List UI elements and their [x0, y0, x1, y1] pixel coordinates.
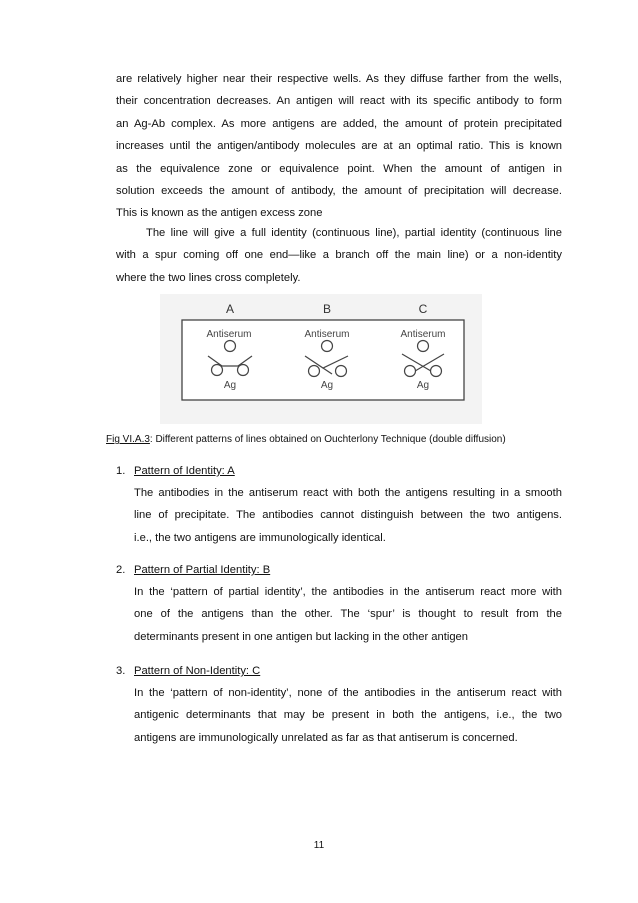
- text-line: The line will give a full identity (continuous line), partial identity (continuous line: [146, 227, 562, 239]
- list-item-body: [134, 482, 562, 549]
- antigen-well: [431, 366, 442, 377]
- list-item: [116, 559, 562, 648]
- text-line: The antibodies in the antiserum react with both the antigens resulting in a smooth: [134, 487, 562, 499]
- text-line: antigenic determinants that may be present in both the antigens, i.e., the two: [134, 709, 562, 722]
- page-number: 11: [313, 840, 325, 851]
- text-line: determinants present in one antigen but lacking in the other antigen: [134, 630, 468, 643]
- antigen-well: [405, 366, 416, 377]
- list-title: Pattern of Identity: A: [134, 465, 235, 477]
- text-line: increases until the antigen/antibody molecules are at an optimal ratio. This is known: [116, 140, 562, 153]
- text-line: an Ag-Ab complex. As more antigens are added, the amount of protein precipitated: [116, 117, 562, 130]
- antiserum-label: Antiserum: [206, 329, 252, 340]
- list-item-heading: [116, 559, 562, 581]
- list-number: 2.: [116, 564, 126, 576]
- antiserum-label: Antiserum: [400, 329, 446, 340]
- list-number: 3.: [116, 665, 126, 677]
- ag-label: Ag: [320, 380, 334, 391]
- paragraph-1: [116, 68, 562, 225]
- text-line: are relatively higher near their respective wells. As they diffuse farther from the wells,: [116, 73, 562, 85]
- text-line: In the ‘pattern of partial identity’, the antibodies in the antiserum react more with: [134, 586, 562, 598]
- panel-letter-c: C: [418, 302, 428, 316]
- list-item: [116, 460, 562, 549]
- antiserum-well: [322, 341, 333, 352]
- list-item-heading: [116, 660, 562, 682]
- list-item: [116, 660, 562, 749]
- ag-label: Ag: [223, 380, 237, 391]
- ag-label: Ag: [416, 380, 430, 391]
- list-item-body: [134, 682, 562, 749]
- antigen-well: [212, 365, 223, 376]
- antiserum-well: [225, 341, 236, 352]
- list-title: Pattern of Non-Identity: C: [134, 665, 261, 677]
- list-number: 1.: [116, 465, 126, 477]
- text-line: solution exceeds the amount of antibody, the amount of precipitation will decrease.: [116, 184, 562, 197]
- caption-label: Fig VI.A.3: [106, 434, 150, 445]
- text-line: This is known as the antigen excess zone: [116, 207, 323, 220]
- text-line: one of the antigens than the other. The ‘spur’ is thought to result from the: [134, 608, 562, 621]
- list-item-heading: [116, 460, 562, 482]
- text-line: i.e., the two antigens are immunologically identical.: [134, 531, 386, 544]
- panel-letter-b: B: [322, 302, 332, 316]
- antigen-well: [238, 365, 249, 376]
- antigen-well: [309, 366, 320, 377]
- text-line: with a spur coming off one end—like a branch off the main line) or a non-identity: [116, 249, 562, 262]
- caption-text: : Different patterns of lines obtained on Ouchterlony Technique (double diffusion): [149, 434, 506, 445]
- paragraph-2: [116, 222, 562, 289]
- antiserum-well: [418, 341, 429, 352]
- ouchterlony-figure: [160, 294, 482, 424]
- antigen-well: [336, 366, 347, 377]
- text-line: line of precipitate. The antibodies cannot distinguish between the two antigens.: [134, 509, 562, 522]
- text-line: In the ‘pattern of non-identity’, none of the antibodies in the antiserum react with: [134, 687, 562, 699]
- text-line: antigens are immunologically unrelated as far as that antiserum is concerned.: [134, 731, 518, 744]
- figure-caption: [106, 434, 506, 445]
- list-item-body: [134, 581, 562, 648]
- antiserum-label: Antiserum: [304, 329, 350, 340]
- list-title: Pattern of Partial Identity: B: [134, 564, 271, 576]
- text-line: where the two lines cross completely.: [116, 271, 301, 284]
- text-line: their concentration decreases. An antigen will react with its specific antibody to form: [116, 95, 562, 108]
- text-line: as the equivalence zone or equivalence point. When the amount of antigen in: [116, 162, 562, 175]
- figure-diagram: [160, 294, 482, 424]
- panel-letter-a: A: [225, 302, 235, 316]
